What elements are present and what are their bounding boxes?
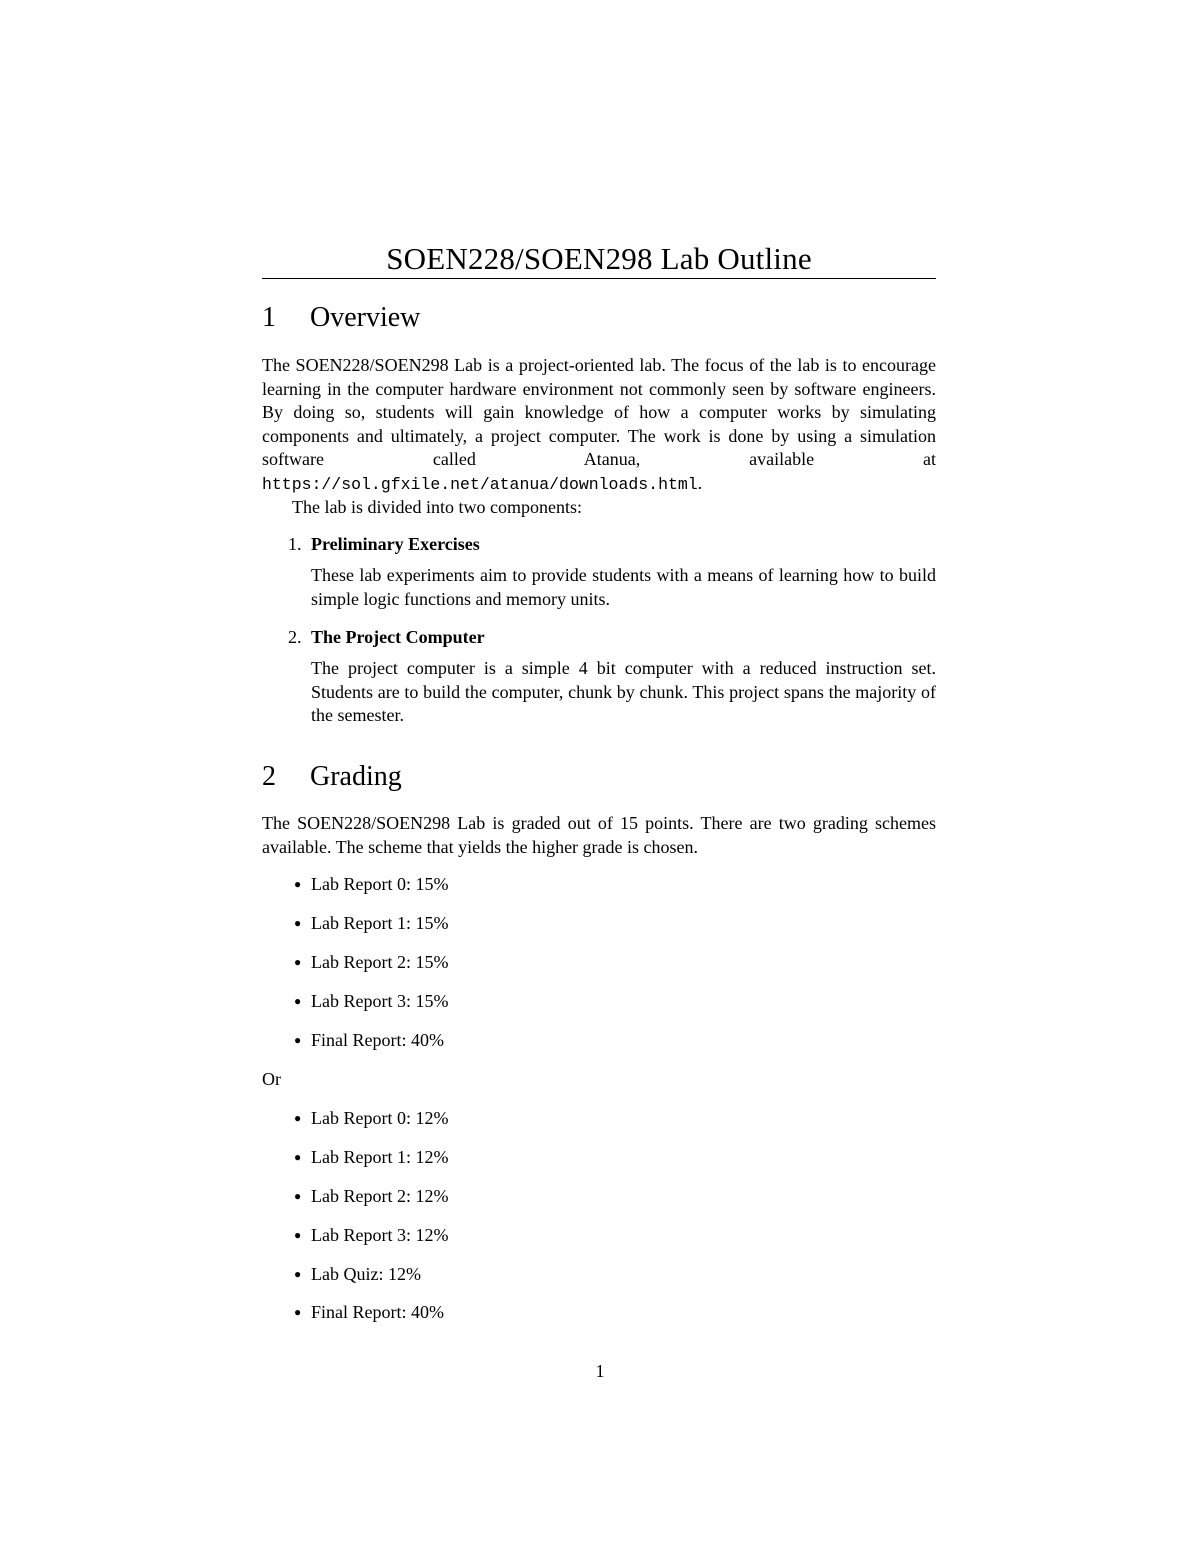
overview-paragraph (262, 354, 936, 520)
bullet-icon: ● (294, 1033, 302, 1047)
scheme-b-item: Final Report: 40% (311, 1302, 444, 1322)
component-body-1: These lab experiments aim to provide students with a means of learning how to build simple logic functions and memory units. (311, 565, 936, 609)
overview-text (262, 354, 936, 496)
component-label-2: 2. (288, 627, 302, 647)
bullet-icon: ● (294, 916, 302, 930)
bullet-icon: ● (294, 1305, 302, 1319)
section-heading-grading (262, 760, 402, 794)
url-suffix: . (697, 472, 703, 493)
component-body-2: The project computer is a simple 4 bit computer with a reduced instruction set. Students are to build the computer, chunk by chunk. This project spans the majority of the semester. (311, 658, 936, 725)
grading-intro: The SOEN228/SOEN298 Lab is graded out of 15 points. There are two grading schemes available. The scheme that yields the higher grade is chosen. (262, 813, 936, 857)
scheme-a-item: Lab Report 3: 15% (311, 991, 449, 1011)
scheme-b-item: Lab Report 0: 12% (311, 1108, 449, 1128)
scheme-a-item: Lab Report 0: 15% (311, 874, 449, 894)
component-title-2: The Project Computer (311, 627, 485, 647)
page-number: 1 (595, 1361, 605, 1381)
scheme-b-item: Lab Report 2: 12% (311, 1186, 449, 1206)
atanua-download-url[interactable]: https://sol.gfxile.net/atanua/downloads.html (262, 474, 698, 494)
scheme-a-item: Lab Report 1: 15% (311, 913, 449, 933)
component-label-1: 1. (288, 534, 302, 554)
section-number: 2 (262, 761, 276, 792)
bullet-icon: ● (294, 1189, 302, 1203)
overview-body: The SOEN228/SOEN298 Lab is a project-oriented lab. The focus of the lab is to encourage learning in the computer hardware environment not commonly seen by software engineers. By doing so, students will gain knowledge of how a computer works by simulating components and ultimately, a project computer. The work is done by using a simulation software called Atanua, available at (262, 355, 936, 469)
bullet-icon: ● (294, 877, 302, 891)
scheme-a-item: Final Report: 40% (311, 1030, 444, 1050)
scheme-b-item: Lab Quiz: 12% (311, 1264, 421, 1284)
section-title: Overview (310, 302, 421, 333)
title-rule (262, 278, 936, 279)
component-title-1: Preliminary Exercises (311, 534, 480, 554)
section-title: Grading (310, 761, 402, 792)
components-intro: The lab is divided into two components: (292, 497, 582, 517)
bullet-icon: ● (294, 1267, 302, 1281)
section-number: 1 (262, 302, 276, 333)
bullet-icon: ● (294, 994, 302, 1008)
bullet-icon: ● (294, 1111, 302, 1125)
scheme-b-item: Lab Report 3: 12% (311, 1225, 449, 1245)
bullet-icon: ● (294, 1150, 302, 1164)
bullet-icon: ● (294, 1228, 302, 1242)
document-title: SOEN228/SOEN298 Lab Outline (386, 241, 812, 276)
scheme-separator: Or (262, 1069, 281, 1089)
scheme-a-item: Lab Report 2: 15% (311, 952, 449, 972)
bullet-icon: ● (294, 955, 302, 969)
section-heading-overview (262, 301, 420, 335)
scheme-b-item: Lab Report 1: 12% (311, 1147, 449, 1167)
